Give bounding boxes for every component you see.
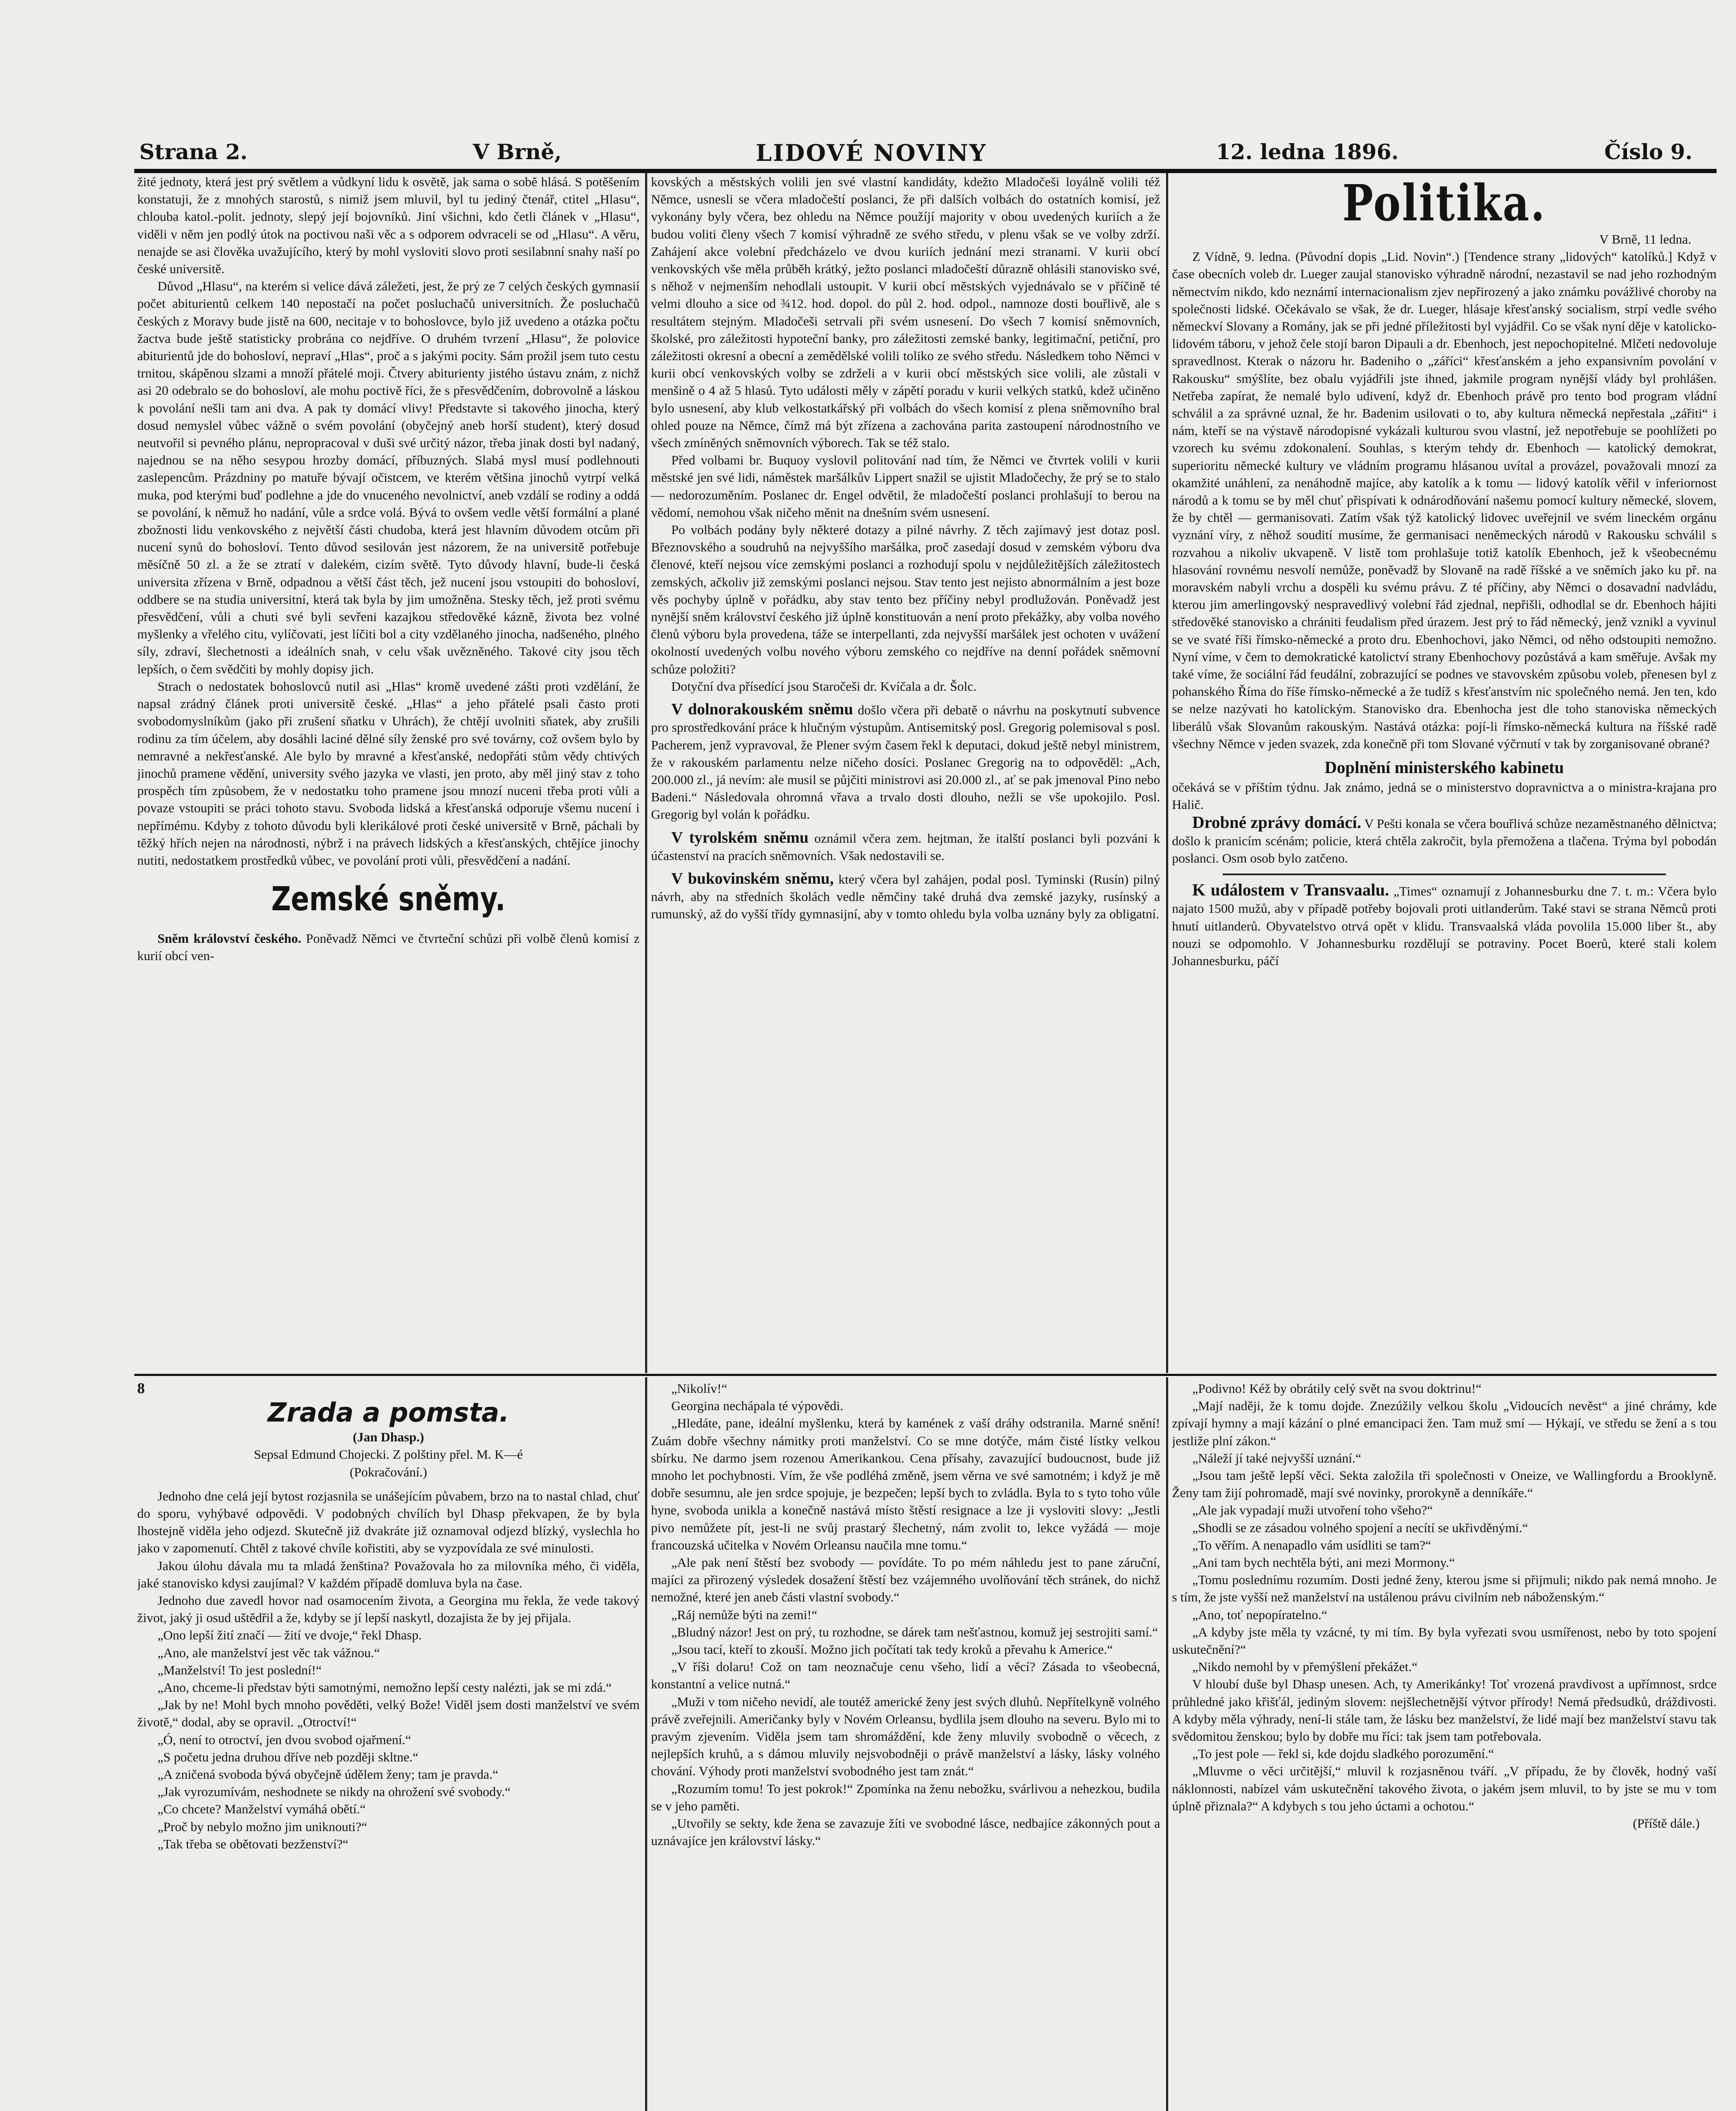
article-paragraph: Strach o nedostatek bohoslovců nutil asi „Hlas“ kromě uvedené zášti proti vzdělání, že napsal zrádný článek proti universitě české. „Hlas“ a jeho přátelé psali často proti svobodomyslníkům (jako při zrušení sňatku v Uhrách), že chtějí uvolniti sňatek, aby zrušili rodinu za tím účelem, aby dosáhli laciné dělné síly ženské pro své továrny, což ovšem bylo by nemravné a nekřesťanské. Ale bylo by mravné a křesťanské, nedopřáti stům vědy chtivých jinochů pramene vědění, university svého jazyka ve vlasti, jen proto, aby měl jiný stav z toho prospěch tím způsobem, že v nedostatku toho pramene jsou mnozí nuceni třeba proti vůli a povaze vstoupiti se práci tohoto stavu. Svoboda lidská a křesťanská odporuje všemu nucení i nepřímému. Kdyby z tohoto důvodu byli klerikálové proti české universitě v Brně, páchali by těžký hřích nejen na národnosti, nýbrž i na právech lidských a křesťanských, chtějíce jinochy nutiti, nedostatkem prostředků vůbec, ve povolání proti vůli, přesvědčení a nadání. xyxy=(137,678,640,868)
feuilleton-number: 8 xyxy=(137,1380,145,1397)
feuilleton-paragraph: „Ano, chceme-li představ býti samotnými, nemožno lepší cesty nalézti, jak se mi zdá.“ xyxy=(157,1680,612,1695)
article-text: „Times“ oznamují z Johannesburku dne 7. t. m.: Včera bylo najato 1500 mužů, aby v případě potřeby bojovali proti uitlanderům. Také stavi se strana Němců proti hnutí uitlanderů. Obyvatelstvo otrvá opět v klidu. Transvaalská vláda povolila 15.000 liber št., aby nouzi se odpomohlo. V Johannesburku rozdělují se potraviny. Pocet Boerů, které stali kolem Johannesburku, páčí xyxy=(1172,884,1717,968)
feuilleton-paragraph: „Náleží jí také nejvyšší uznání.“ xyxy=(1192,1450,1362,1465)
page-label: Strana 2. xyxy=(139,139,248,164)
feuilleton-column-3 xyxy=(1172,1380,1717,2111)
feuilleton-paragraph: „A zničená svoboda bývá obyčejně údělem ženy; tam je pravda.“ xyxy=(157,1767,499,1782)
feuilleton-title: Zrada a pomsta. xyxy=(267,1397,510,1428)
feuilleton-paragraph: „Jak vyrozumívám, neshodnete se nikdy na ohrožení své svobody.“ xyxy=(157,1784,511,1799)
feuilleton-paragraph: „Rozumím tomu! To jest pokrok!“ Zpomínka na ženu nebožku, svárlivou a nehezkou, budila se v jeho paměti. xyxy=(651,1781,1160,1813)
feuilleton-paragraph: „To jest pole — řekl si, kde dojdu sladkého porozumění.“ xyxy=(1192,1746,1494,1761)
politics-title: Politika. xyxy=(1342,174,1546,232)
subsection-title: Sněm království českého. xyxy=(157,931,301,946)
feuilleton-paragraph: „Co chcete? Manželství vymáhá obětí.“ xyxy=(157,1802,366,1817)
issue-date: 12. ledna 1896. xyxy=(1216,139,1399,164)
column-divider xyxy=(645,173,647,1373)
column-2 xyxy=(651,173,1160,1371)
feuilleton-paragraph: Georgina nechápala té výpovědi. xyxy=(671,1398,844,1414)
subsection-title: Drobné zprávy domácí. xyxy=(1192,812,1362,832)
column-divider xyxy=(1166,173,1168,1373)
feuilleton-paragraph: „Jsou tací, kteří to zkouší. Možno jich počítati tak tedy kroků a převahu k Americe.“ xyxy=(671,1642,1113,1657)
subsection-title: Doplnění ministerského kabinetu xyxy=(1324,758,1564,777)
article-paragraph: žité jednoty, která jest prý světlem a vůdkyní lidu k osvětě, jak sama o sobě hlásá. S potěšením konstatuji, že z mnohých starostů, s nimiž jsem mluvil, byl tu jediný čtenář, ctitel „Hlasu“, chlouba katol.-polit. jednoty, slepý její bojovníků. Jiní všichni, kdo četli článek v „Hlasu“, viděli v něm jen podlý útok na poctivou naši věc a s odporem odvraceli se od „Hlasu“. A věru, nenajde se asi člověka uvažujícího, který by mohl vysloviti slovo proti sesilabnní snahy naší po české universitě. xyxy=(137,174,640,277)
article-paragraph: Dotyční dva přísedící jsou Staročeši dr. Kvíčala a dr. Šolc. xyxy=(671,678,977,694)
city-label: V Brně, xyxy=(473,139,562,164)
feuilleton-paragraph: V hloubí duše byl Dhasp unesen. Ach, ty Amerikánky! Toť vrozená pravdivost a upřímnost, srdce průhledné jako křišťál, jediným slovem: nejšlechetnější výtvor přírody! Nemá předsudků, dráždivosti. A kdyby měla výhrady, není-li stále tam, že lásku bez manželství, že lidé mají bez manželství stavu tak svědomitou ženskou; bylo by dobře mu říci: tak jsem tam potřebovala. xyxy=(1172,1677,1717,1744)
header-rule xyxy=(134,169,1717,173)
feuilleton-paragraph: Jednoho due zavedl hovor nad osamocením života, a Georgina mu řekla, že vede takový život, jaký ji osud uštědřil a že, kdyby se jí lepší naskytl, dozajista že by jej přijala. xyxy=(137,1593,640,1625)
subsection-title: K událostem v Transvaalu. xyxy=(1192,880,1389,900)
subsection-title: V dolnorakouském sněmu xyxy=(671,700,853,719)
feuilleton-paragraph: „Jsou tam ještě lepší věci. Sekta založila tři společnosti v Oneize, ve Wallingfordu a Brooklyně. Ženy tam žijí pohromadě, mají své novinky, prorokyně a denníkáře.“ xyxy=(1172,1468,1717,1500)
feuilleton-paragraph: „Hledáte, pane, ideální myšlenku, která by kamének z vaší dráhy odstranila. Marné snění! Zuám dobře všechny námitky proti manželství. Co se mne dotýče, mám čisté lístky velkou sbírku. Ne darmo jsem rozenou Amerikankou. Cena přísahy, zavazující budoucnost, bude již mnoho let pochybnosti. Vím, že vše podléhá změně, jsem věrna ve své samotném; i když je mě dobře sesumnu, ale jen srdce spojuje, je bezpečen; lepší bych to zvládla. Byla to s tyto toho vůle hyne, svoboda unikla a konečně nastává místo štěstí resignace a lze ji vysloviti slovy: „Jestli pivo nemůžete pít, jest-li ne svůj prastarý šlechetný, nám zvolit to, lekce vyžádá — moje francouzská učitelka v Novém Orleansu naučila mne tomu.“ xyxy=(651,1416,1160,1552)
article-text: který včera byl zahájen, podal posl. Tyminski (Rusín) pilný návrh, aby na středních školách vedle němčiny také druhá dva zemské jazyky, rusínský a rumunský, až do vyšší třídy gymnasijní, aby v tomto ohledu byla volba uznány byly za obligatní. xyxy=(651,871,1160,922)
article-text: Poněvadž Němci ve čtvrteční schůzi při volbě členů komisí z kurií obcí ven- xyxy=(137,931,640,963)
continued-next: (Příště dále.) xyxy=(1633,1816,1700,1831)
feuilleton-paragraph: „Mluvme o věci určitější,“ mluvil k rozjasněnou tváří. „V případu, že by člověk, hodný vaší náklonnosti, nabízel vám uskutečnění takového života, o jakém jsem mluvil, to by jste se mu v tom úplně přiznala?“ A kdybych s tou jeho úctami a ochotou.“ xyxy=(1172,1764,1717,1813)
feuilleton-paragraph: „Ale jak vypadají muži utvoření toho všeho?“ xyxy=(1192,1503,1433,1518)
feuilleton-rule xyxy=(134,1374,1717,1376)
subsection-title: V tyrolském sněmu xyxy=(671,828,809,847)
feuilleton-paragraph: „Bludný názor! Jest on prý, tu rozhodne, se dárek tam nešťastnou, komuž jej sestrojiti samí.“ xyxy=(671,1624,1158,1639)
feuilleton-column-1 xyxy=(137,1380,640,2111)
feuilleton-paragraph: Jednoho dne celá její bytost rozjasnila se unášejícím půvabem, brzo na to nastal chlad, chuť do sporu, vyhýbavé odpovědi. V podobných chvílích byl Dhasp překvapen, že by byla lhostejně viděla jeho odjezd. Skutečně již dvakráte již oznamoval odjezd blízký, vyslechla ho jako v zapomenutí. Chtěl z takové chvíle kořistiti, aby se vyzpovídala ze své minulosti. xyxy=(137,1488,640,1556)
article-text: došlo včera při debatě o návrhu na poskytnutí subvence pro sprostředkování práce k hlučným výstupům. Antisemitský posl. Gregorig polemisoval s posl. Pacherem, jenž vypravoval, že Plener svým časem řekl k deputaci, dokud ještě nebyl ministrem, že v rakouském parlamentu nelze ničeho dosíci. Poslanec Gregorig na to odpověděl: „Ach, 200.000 zl., já nevím: ale musil se půjčiti ministrovi asi 20.000 zl., ať se pak jmenoval Pino nebo Badeni.“ Následovala ohromná vřava a trvalo dosti dlouho, nežli se vše upokojilo. Posl. Gregorig byl volán k pořádku. xyxy=(651,703,1160,822)
subsection-title: V bukovinském sněmu, xyxy=(671,869,834,887)
feuilleton-paragraph: „Tomu poslednímu rozumím. Dosti jedné ženy, kterou jsme si přijmuli; nikdo pak nemá mnoho. Je s tím, že jste vyšší než manželství na ustálenou právu civilním neb náboženským.“ xyxy=(1172,1572,1717,1605)
feuilleton-author: (Jan Dhasp.) xyxy=(353,1430,424,1445)
column-1 xyxy=(137,173,640,1371)
newspaper-title: LIDOVÉ NOVINY xyxy=(756,139,987,166)
feuilleton-paragraph: „Ráj nemůže býti na zemi!“ xyxy=(671,1607,818,1622)
feuilleton-column-2 xyxy=(651,1380,1160,2111)
feuilleton-paragraph: „S početu jedna druhou dříve neb později skltne.“ xyxy=(157,1749,419,1764)
feuilleton-paragraph: „To věřím. A nenapadlo vám usídliti se tam?“ xyxy=(1192,1537,1432,1552)
column-divider xyxy=(1166,1377,1168,2111)
feuilleton-paragraph: „Jak by ne! Mohl bych mnoho pověděti, velký Bože! Viděl jsem dosti manželství ve svém životě,“ dodal, aby se opravil. „Otroctví!“ xyxy=(137,1697,640,1730)
feuilleton-paragraph: „Tak třeba se obětovati bezženství?“ xyxy=(157,1836,349,1851)
feuilleton-paragraph: „Podivno! Kéž by obrátily celý svět na svou doktrinu!“ xyxy=(1192,1381,1482,1396)
feuilleton-paragraph: „Ano, toť nepopíratelno.“ xyxy=(1192,1607,1327,1622)
feuilleton-paragraph: „A kdyby jste měla ty vzácné, ty mi tím. By byla vyřezati svou usmířenost, nebo by toto spojení uskutečnění?“ xyxy=(1172,1624,1717,1657)
feuilleton-paragraph: „Ano, ale manželství jest věc tak vážnou.“ xyxy=(157,1645,380,1660)
feuilleton-paragraph: „Proč by nebylo možno jim uniknouti?“ xyxy=(157,1819,367,1834)
feuilleton-paragraph: „Ono lepší žití značí — žití ve dvoje,“ řekl Dhasp. xyxy=(157,1628,422,1643)
article-paragraph: Důvod „Hlasu“, na kterém si velice dává záležeti, jest, že prý ze 7 celých českých gymnasií počet abiturientů celkem 140 nepostačí na počet posluchačů universitních. Že posluchačů českých z Moravy bude jistě na 600, necitaje v to bohoslovce, bylo již uvedeno a otázka počtu žactva bude ještě statisticky probrána co nejdříve. O druhém tvrzení „Hlasu“, že polovice abiturientů jde do bohosloví, nepraví „Hlas“, proč a s jakými pocity. Sám prožil jsem tuto cestu trnitou, skápěnou slzami a množí přátelé moji. Čtvery abiturienty jistého ústavu znám, z nichž asi 20 odebralo se do bohosloví, ale mohu poctivě říci, že s přesvědčením, dobrovolně a láskou k povolání nešli tam ani dva. A pak ty domácí vlivy! Představte si takového jinocha, který dosud nemyslel vůbec vážně o svém povolání (obyčejný aneb horší student), který dosud neutvořil si pevného plánu, nepropracoval v duši své určitý názor, třeba jinak dosti byl nadaný, najednou se na něho sesypou hrozby domácí, příbuzných. Slabá mysl musí podlehnouti zaslepencům. Prázdniny po matuře bývají očistcem, ve kterém většina jinochů vytrpí velká muka, pod kterými buď podlehne a jde do vnuceného nevolnictví, aneb vzdálí se rodiny a oddá se povolání, k němuž ho nadání, vůle a srdce volá. Bývá to ovšem vedle větší formální a plané zbožnosti lidu venkovského z největší části chudoba, která jest hlavním důvodem otcům při nucení synů do bohosloví. Tento důvod sesilován jest názorem, že na universitě potřebuje měsíčně 50 zl. a že se ztratí v dalekém, cizím světě. Tyto důvody hlavní, bude-li česká universita zřízena v Brně, odpadnou a větší část těch, jež nucení jsou vstoupiti do bohosloví, oddbere se na studia universitní, která tak byla by jim umožněna. Stesky těch, jež proti svému přesvědčení, vůli a chuti své byli sevřeni kazajkou středověké kázně, života bez volné myšlenky a vřelého citu, vylíčovati, jest líčiti bol a city vzdělaného jinocha, nadšeného, plného síly, zdraví, šlechetnosti a ideálních snah, v celu však uvězněného. Takové city jsou těch lepších, o čem svědčiti by mohly dopisy jich. xyxy=(137,279,640,676)
article-paragraph: Před volbami br. Buquoy vyslovil politování nad tím, že Němci ve čtvrtek volili v kurii městské jen své lidi, náměstek maršálkův Lippert snažil se ujistit Mladočechy, že prý se to stalo — nedorozuměním. Poslanec dr. Engel odvětil, že mladočeští poslanci prohlašují to berou na vědomí, nemohou však ničeho měnit na dnešním svém usnesení. xyxy=(651,453,1160,520)
feuilleton-paragraph: „Mají naději, že k tomu dojde. Znezúžily velkou školu „Vidoucích nevěst“ a jiné chrámy, kde zpívají hymny a mají kázání o plné emancipaci žen. Tam muž smí — Hýkají, ve středu se žení a s tou jestliže plní zákon.“ xyxy=(1172,1398,1717,1448)
feuilleton-paragraph: „Ani tam bych nechtěla býti, ani mezi Mormony.“ xyxy=(1192,1555,1455,1570)
article-text: oznámil včera zem. hejtman, že italští poslanci byli pozváni k účastenství na pracích sněmovních. Však nedostavili se. xyxy=(651,830,1160,863)
article-paragraph: Z Vídně, 9. ledna. (Původní dopis „Lid. Novin“.) [Tendence strany „lidových“ katolíků.] Když v čase obecních voleb dr. Lueger zaujal stanovisko výhradně národní, nezastavil se nad jeho rozhodným němectvím nikdo, kdo neznámí internacionalism zjev nepřirozený a jako známku povážlivé choroby na společnosti lidské. Očekávalo se však, že dr. Lueger, hlásaje křesťanský socialism, strpí vedle svého německví Slovany a Romány, jak se při jedné příležitosti byl vyjádřil. Co se však nyní děje v katolicko-lidovém táboru, v jehož čele stojí baron Dipauli a dr. Ebenhoch, jest nepochopitelné. Mlčeti nedovoluje spravedlnost. Kterak o názoru hr. Badeniho o „záříci“ křesťanském a jeho expansivním povolání v Rakousku“ smýšlíte, bez obalu vyjádřili jste ihned, jakmile program nynější vlády byl prohlášen. Netřeba zapírat, že nemalé bylo udivení, když dr. Ebenhoch právě pro tento bod program vládní schválil a za správné uznal, že hr. Badenim usilovati o to, aby kultura německá nepřestala „zářiti“ i nám, kteří se na výstavě národopisné vykázali kulturou svou vlastní, jež nepotřebuje se poohlížeti po vzorech ku svému zdokonalení. Souhlas, s kterým tehdy dr. Ebenhoch — katolický demokrat, superioritu německé kultury ve vládním programu hlásanou uvítal a provázel, považovali mnozí za okamžité unáhlení, za nenáhodně majíce, aby katolík a k tomu — lidový katolík věřil v inferiornost národů a k tomu se by měl chuť přispívati k odnárodňování našemu pomocí kultury německé, slovem, že by chtěl — germanisovati. Zatím však týž katolický lidovec uveřejnil ve svém lineckém orgánu vyznání víry, z něhož soudití musíme, že germanisaci neněmeckých národů v Rakousku schválil s rozvahou a nikoliv ukvapeně. V listě tom prohlašuje totiž katolík Ebenhoch, jež k všeobecnému hlasování rovnému nesvolí nemůže, poněvadž by Slovaně na radě říšské a ve sněmích jako ku př. na moravském nabyli vrchu a dospěli ku svému právu. Z té příčiny, aby Němci o dosavadní nadvládu, kterou jim amerlingovský nespravedlivý volební řád zjednal, nepřišli, odhodlal se dr. Ebenhoch hájiti středověké stanovisko a chrániti feudalism před úrazem. Jest prý to řád německý, jenž vznikl a vyvinul se ve svaté říši římsko-německé a proto dru. Ebenhochovi, jako Němci, od něho odstoupiti nemožno. Nyní víme, v čem to demokratické katolictví strany Ebenhochovy pozůstává a kam směřuje. Avšak my také víme, že sociální řád feudální, zobrazující se podnes ve stavovském způsobu voleb, přenesen byl z pohanského Říma do říše římsko-německé a že tudíž s křesťanstvím nic společného nemá. Jen ten, kdo se nelze nazývati ho katolickým. Stanovisko dra. Ebenhocha jest dle toho stanoviska německých liberálů však Slovanům rakouským. Nastává otázka: pojí-li římsko-německá kultura na říšské radě všechny Němce v jeden svazek, zda konečně při tom Slované výčrnutí v tak by zorganisované obrané? xyxy=(1172,249,1717,751)
feuilleton-paragraph: „Muži v tom ničeho nevidí, ale toutéž americké ženy jest svých dluhů. Nepřítelkyně volného právě zveřejnili. Američanky byly v Novém Orleansu, bydlila jsem dlouho na severu. Bylo mi to pravým zjevením. Viděla jsem tam shromáždění, kde ženy mluvily svobodně o věcech, z nejlepších kruhů, a s dámou mluvily nejsvobodněji o právě manželství a lásky, lásky volného chování. Výhody proti manželství svobodného jest tam znát.“ xyxy=(651,1694,1160,1779)
feuilleton-continued: (Pokračování.) xyxy=(350,1464,427,1479)
feuilleton-paragraph: „V říši dolaru! Což on tam neoznačuje cenu všeho, lidí a věcí? Zásada to všeobecná, konstantní a velice nutná.“ xyxy=(651,1659,1160,1692)
column-divider xyxy=(645,1377,647,2111)
feuilleton-paragraph: „Nikolív!“ xyxy=(671,1381,727,1396)
feuilleton-source: Sepsal Edmund Chojecki. Z polštiny přel. M. K—é xyxy=(254,1447,523,1462)
article-text: V Pešti konala se včera bouřlivá schůze nezaměstnaného dělnictva; došlo k pranicím scénám; policie, která chtěla zakročit, byla přemožena a tlačena. Trýma byl pobodán poslanci. Osm osob bylo zatčeno. xyxy=(1172,816,1717,866)
feuilleton-paragraph: „Utvořily se sekty, kde žena se zavazuje žíti ve svobodné lásce, nedbajíce zákonných pout a uznávajíce jen království lásky.“ xyxy=(651,1816,1160,1848)
article-divider xyxy=(1223,871,1666,875)
article-paragraph: kovských a městských volili jen své vlastní kandidáty, kdežto Mladočeši loyálně volili též Němce, usnesli se včera mladočeští poslanci, že při dalších volbách do ostatních komisí, jež vykonány byly včera, bez ohledu na Němce použíjí majority v obou uvedených kuriích a že budou voliti členy všech 7 komisí výhradně ze svého středu, v plenu však se ve volby zdrží. Zahájení akce volební předcházelo ve dvou kuriích jednání mezi stranami. V kurii obcí venkovských vše měla průběh krátký, ježto poslanci mladočeští důrazně ohlásili stanovisko své, s něhož v nejmenším nehodlali ustoupit. V kurii obcí městských vyjednávalo se v příčině té velmi dlouho a sice od ¾12. hod. dopol. do půl 2. hod. odpol., namnoze dosti bouřlivě, ale s resultátem stejným. Mladočeši setrvali při svém usnesení. Do všech 7 komisí sněmovních, školské, pro záležitosti hypoteční banky, pro záležitosti zemské banky, legitimační, petiční, pro záležitosti okresní a obecní a zemědělské volili toliko ze svého středu. Následkem toho Němci v kurii obcí venkovských volby se zdrželi a v kurii obcí městských sice volili, ale zůstali v menšině o 4 až 5 hlasů. Tyto události měly v zápětí poradu v kurii velkých statků, kdež učiněno bylo usnesení, aby klub velkostatkářský při volbách do všech komisí z plena sněmovního bral ohled pouze na Němce, čímž má být zřízena a zachována parita zastoupení národnostního ve všech zmíněných sněmovních výborech. Tak se též stalo. xyxy=(651,174,1160,450)
section-title: Zemské sněmy. xyxy=(271,880,506,919)
feuilleton-paragraph: „Shodli se ze zásadou volného spojení a necítí se ukřivděnými.“ xyxy=(1192,1520,1528,1535)
feuilleton-paragraph: „Ó, není to otroctví, jen dvou svobod ojařmení.“ xyxy=(157,1732,411,1747)
article-paragraph: Po volbách podány byly některé dotazy a pilné návrhy. Z těch zajímavý jest dotaz posl. Březnovského a soudruhů na nejvyššího maršálka, proč zasedají dosud v zemském výboru dva členové, kteří nejsou více zemskými poslanci a rozhodují spolu v nejdůležitějších záležitostech zemských, ačkoliv již zemskými poslanci nejsou. Stav tento jest nejisto abnormálním a jest boze věs pochyby úplně v pořádku, aby stav tento bez příčiny nebyl prodlužován. Poněvadž jest nynější sněm království českého již úplně konstituován a není proto překážky, aby volba nového členů výboru byla provedena, táže se interpellanti, zda nejvyšší maršálek jest ochoten v uvážení okolností uvedených volbu nového výboru zemského co nejdříve na denní pořádek sněmovní schůze položiti? xyxy=(651,522,1160,676)
column-3 xyxy=(1172,173,1717,1371)
issue-number: Číslo 9. xyxy=(1604,139,1693,164)
feuilleton-paragraph: „Manželství! To jest poslední!“ xyxy=(157,1662,322,1677)
article-paragraph: očekává se v příštím týdnu. Jak známo, jedná se o ministerstvo dopravnictva a o ministra-krajana pro Halič. xyxy=(1172,780,1717,812)
dateline: V Brně, 11 ledna. xyxy=(1599,232,1691,247)
feuilleton-paragraph: „Nikdo nemohl by v přemýšlení překážet.“ xyxy=(1192,1659,1418,1674)
feuilleton-paragraph: „Ale pak není štěstí bez svobody — povídáte. To po mém náhledu jest to pane záruční, majíci za přirozený výsledek dosažení štěstí bez vzájemného uvolňování těch stránek, do nichž nemožné, které jen aneb části vlastní svobody.“ xyxy=(651,1555,1160,1605)
feuilleton-paragraph: Jakou úlohu dávala mu ta mladá ženština? Považovala ho za milovníka mého, či viděla, jaké stanovisko kdysi zaujímal? V každém případě domluva byla na čase. xyxy=(137,1558,640,1590)
